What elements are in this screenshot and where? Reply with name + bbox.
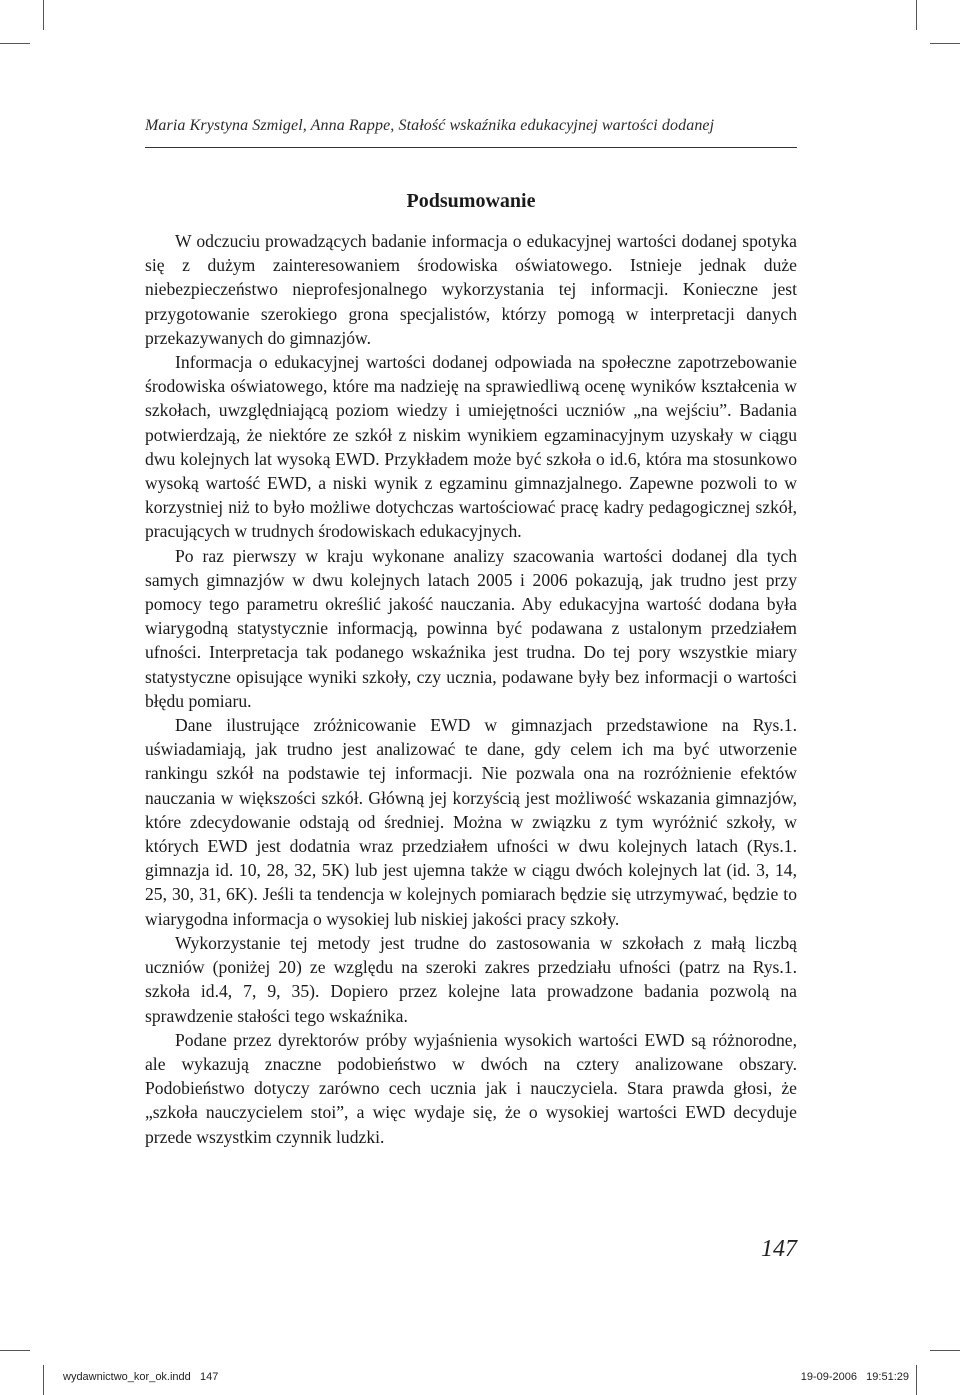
paragraph: Podane przez dyrektorów próby wyjaśnienia wysokich wartości EWD są różnorodne, ale wykazują znaczne podobieństwo w dwóch na cztery analizowane obszary. Podobieństwo dotyczy zarówno cech ucznia jak i nauczyciela. Stara prawda głosi, że „szkoła nauczycielem stoi”, a więc wydaje się, że o wysokiej wartości EWD decyduje przede wszystkim czynnik ludzki. bbox=[145, 1029, 797, 1147]
body-text bbox=[145, 229, 797, 1149]
paragraph: Wykorzystanie tej metody jest trudne do zastosowania w szkołach z małą liczbą uczniów (poniżej 20) ze względu na szeroki zakres przedziału ufności (patrz na Rys.1. szkoła id.4, 7, 9, 35). Dopiero przez kolejne lata prowadzone badania pozwolą na sprawdzenie stałości tego wskaźnika. bbox=[145, 932, 797, 1026]
crop-mark bbox=[43, 1365, 44, 1395]
section-title: Podsumowanie bbox=[406, 190, 536, 212]
slug-timestamp: 19-09-2006 19:51:29 bbox=[800, 1371, 909, 1383]
crop-mark bbox=[0, 43, 30, 44]
crop-mark bbox=[43, 0, 44, 30]
paragraph: W odczuciu prowadzących badanie informacja o edukacyjnej wartości dodanej spotyka się z dużym zainteresowaniem środowiska oświatowego. Istnieje jednak duże niebezpieczeństwo nieprofesjonalnego wykorzystania tej informacji. Konieczne jest przygotowanie szerokiego grona specjalistów, którzy pomogą w interpretacji danych przekazywanych do gimnazjów. bbox=[145, 231, 797, 348]
slug-file: wydawnictwo_kor_ok.indd 147 bbox=[63, 1371, 219, 1383]
paragraph: Po raz pierwszy w kraju wykonane analizy szacowania wartości dodanej dla tych samych gimnazjów w dwu kolejnych latach 2005 i 2006 pokazują, jak trudno jest przy pomocy tego parametru określić jakość nauczania. Aby edukacyjna wartość dodana była wiarygodną statystycznie informacją, powinna być podawana z ustalonym przedziałem ufności. Interpretacja tak podanego wskaźnika jest trudna. Do tej pory wszystkie miary statystyczne opisujące wyniki szkoły, czy ucznia, podawane były bez informacji o wartości błędu pomiaru. bbox=[145, 545, 797, 711]
running-header: Maria Krystyna Szmigel, Anna Rappe, Stałość wskaźnika edukacyjnej wartości dodanej bbox=[145, 117, 715, 134]
crop-mark bbox=[916, 1365, 917, 1395]
page-number: 147 bbox=[761, 1236, 797, 1262]
crop-mark bbox=[916, 0, 917, 30]
paragraph: Informacja o edukacyjnej wartości dodanej odpowiada na społeczne zapotrzebowanie środowiska oświatowego, które ma nadzieję na sprawiedliwą ocenę wyników kształcenia w szkołach, uwzględniającą poziom wiedzy i umiejętności uczniów „na wejściu”. Badania potwierdzają, że niektóre ze szkół z niskim wynikiem egzaminacyjnym uzyskały w ciągu dwu kolejnych lat wysoką EWD. Przykładem może być szkoła o id.6, która ma stosunkowo wysoką wartość EWD, a niski wynik z egzaminu gimnazjalnego. Zapewne pozwoli to w korzystniej niż to było możliwe dotychczas wartościować pracę kadry pedagogicznej szkół, pracujących w trudnych środowiskach edukacyjnych. bbox=[145, 352, 797, 542]
crop-mark bbox=[930, 43, 960, 44]
paragraph: Dane ilustrujące zróżnicowanie EWD w gimnazjach przedstawione na Rys.1. uświadamiają, jak trudno jest analizować te dane, gdy celem ich ma być utworzenie rankingu szkół na podstawie tej informacji. Nie pozwala ona na rozróżnienie efektów nauczania w większości szkół. Główną jej korzyścią jest możliwość wskazania gimnazjów, które zdecydowanie odstają od średniej. Można w związku z tym wyróżnić szkoły, w których EWD jest dodatnia wraz przedziałem ufności w dwu kolejnych latach (Rys.1. gimnazja id. 10, 28, 32, 5K) lub jest ujemna także w ciągu dwóch kolejnych lat (id. 3, 14, 25, 30, 31, 6K). Jeśli ta tendencja w kolejnych pomiarach będzie się utrzymywać, będzie to wiarygodna informacja o wysokiej lub niskiej jakości pracy szkoły. bbox=[145, 715, 797, 929]
header-rule bbox=[145, 147, 797, 148]
crop-mark bbox=[930, 1350, 960, 1351]
crop-mark bbox=[0, 1350, 30, 1351]
